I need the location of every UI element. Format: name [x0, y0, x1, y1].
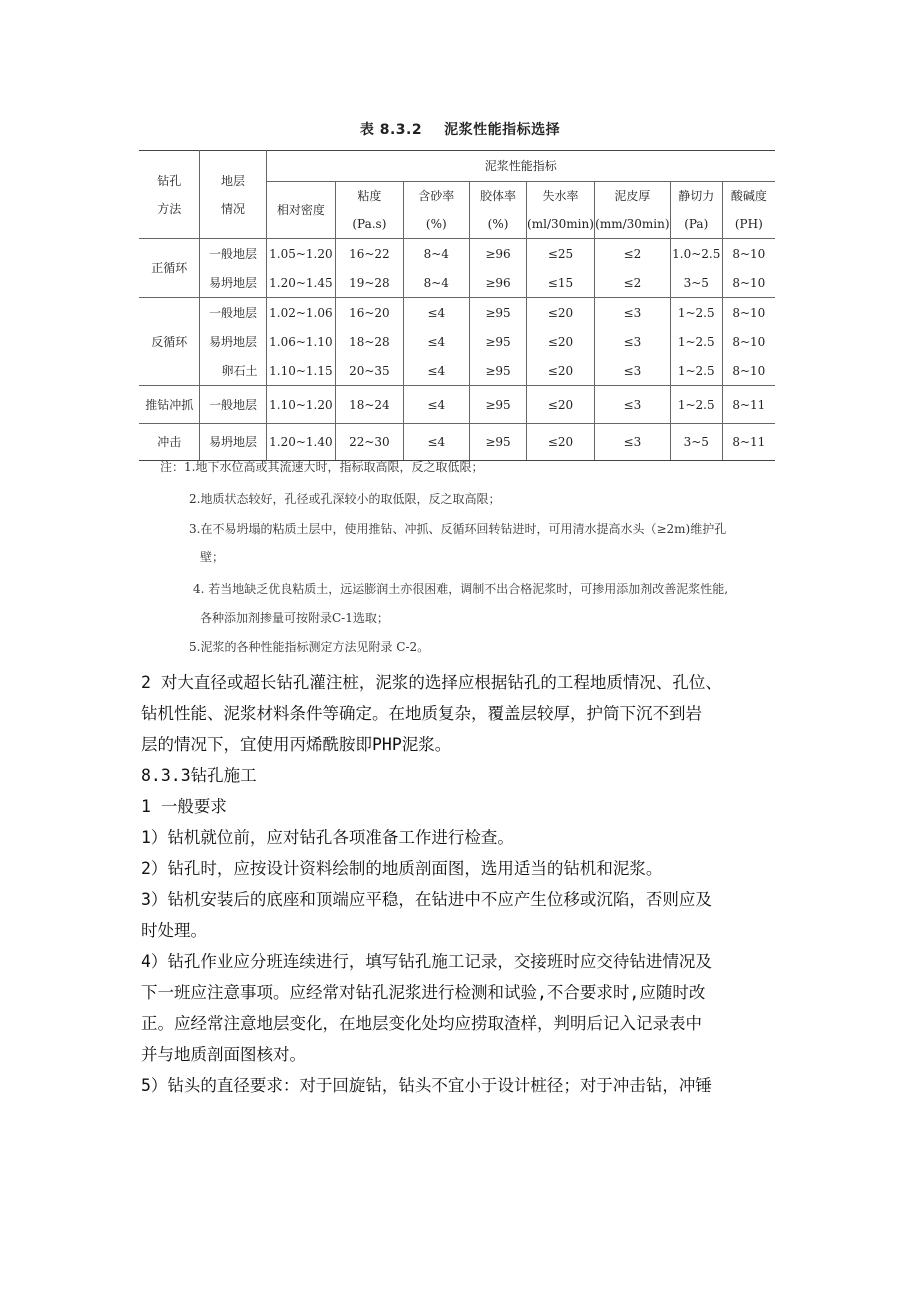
- paragraph-line: 并与地质剖面图核对。: [141, 1045, 306, 1064]
- group-impact: 冲击: [139, 424, 200, 461]
- unit-sand: (%): [403, 210, 469, 239]
- paragraph-line: 2 对大直径或超长钻孔灌注桩，泥浆的选择应根据钻孔的工程地质情况、孔位、: [141, 673, 722, 692]
- subsection-heading: 1 一般要求: [141, 797, 227, 816]
- group-reverse: 反循环: [139, 298, 200, 386]
- unit-water-loss: (ml/30min): [527, 210, 595, 239]
- table-row: 反循环 一般地层 1.02~1.06 16~20 ≤4 ≥95 ≤20 ≤3 1~2.5 8~10: [139, 298, 775, 328]
- unit-viscosity: (Pa.s): [336, 210, 403, 239]
- header-ph: 酸碱度: [730, 189, 767, 203]
- header-water-loss: 失水率: [527, 182, 595, 211]
- header-density: 相对密度: [266, 182, 336, 239]
- header-group: 泥浆性能指标: [266, 151, 775, 182]
- group-forward: 正循环: [139, 239, 200, 298]
- note-1: 注：1.地下水位高或其流速大时，指标取高限，反之取低限；: [160, 460, 484, 474]
- table-row: 易坍地层 1.06~1.10 18~28 ≤4 ≥95 ≤20 ≤3 1~2.5 8~10: [139, 327, 775, 356]
- paragraph-line: 1）钻机就位前，应对钻孔各项准备工作进行检查。: [141, 828, 514, 847]
- table-row: 正循环 一般地层 1.05~1.20 16~22 8~4 ≥96 ≤25 ≤2 1.0~2.5 8~10: [139, 239, 775, 269]
- section-heading: 8.3.3钻孔施工: [141, 766, 257, 785]
- table-row: 卵石土 1.10~1.15 20~35 ≤4 ≥95 ≤20 ≤3 1~2.5 8~10: [139, 356, 775, 386]
- header-cake: 泥皮厚: [594, 182, 670, 211]
- note-4-cont: 各种添加剂掺量可按附录C-1选取；: [200, 611, 389, 625]
- header-viscosity: 粘度: [336, 182, 403, 211]
- table-row: 易坍地层 1.20~1.45 19~28 8~4 ≥96 ≤15 ≤2 3~5 8~10: [139, 268, 775, 298]
- paragraph-line: 下一班应注意事项。应经常对钻孔泥浆进行检测和试验,不合要求时,应随时改: [141, 983, 706, 1002]
- table-row: 推钻冲抓 一般地层 1.10~1.20 18~24 ≤4 ≥95 ≤20 ≤3 1~2.5 8~11: [139, 386, 775, 424]
- unit-shear: (Pa): [670, 210, 722, 239]
- paragraph-line: 正。应经常注意地层变化，在地层变化处均应捞取渣样，判明后记入记录表中: [141, 1014, 702, 1033]
- note-3-cont: 壁；: [200, 550, 225, 564]
- paragraph-line: 3）钻机安装后的底座和顶端应平稳，在钻进中不应产生位移或沉陷，否则应及: [141, 890, 712, 909]
- unit-cake: (mm/30min): [594, 210, 670, 239]
- mud-properties-table: [139, 150, 775, 461]
- note-4: 4. 若当地缺乏优良粘质土，远运膨润土亦很困难，调制不出合格泥浆时，可掺用添加剂改善泥浆性能,: [193, 582, 729, 596]
- body-text: [141, 667, 791, 1101]
- table-title: [0, 119, 920, 139]
- header-colloid: 胶体率: [470, 182, 527, 211]
- unit-colloid: (%): [470, 210, 527, 239]
- unit-ph: (PH): [722, 210, 775, 239]
- note-3: 3.在不易坍塌的粘质土层中，使用推钻、冲抓、反循环回转钻进时，可用清水提高水头（≥2m)维护孔: [189, 522, 727, 536]
- group-push: 推钻冲抓: [139, 386, 200, 424]
- paragraph-line: 5）钻头的直径要求：对于回旋钻，钻头不宜小于设计桩径；对于冲击钻，冲锤: [141, 1076, 712, 1095]
- header-method: 钻孔 方法: [139, 151, 200, 239]
- note-2: 2.地质状态较好，孔径或孔深较小的取低限，反之取高限；: [189, 492, 501, 506]
- header-sand: 含砂率: [403, 182, 469, 211]
- paragraph-line: 4）钻孔作业应分班连续进行，填写钻孔施工记录，交接班时应交待钻进情况及: [141, 952, 712, 971]
- header-stratum: 地层 情况: [200, 151, 266, 239]
- paragraph-line: 层的情况下，宜使用丙烯酰胺即PHP泥浆。: [141, 735, 452, 754]
- table-caption: 泥浆性能指标选择: [444, 122, 561, 138]
- paragraph-line: 时处理。: [141, 921, 207, 940]
- paragraph-line: 钻机性能、泥浆材料条件等确定。在地质复杂，覆盖层较厚，护筒下沉不到岩: [141, 704, 702, 723]
- header-shear: 静切力: [670, 182, 722, 211]
- table-number: 表 8.3.2: [359, 122, 423, 138]
- note-5: 5.泥浆的各种性能指标测定方法见附录 C-2。: [189, 640, 430, 654]
- table-row: 冲击 易坍地层 1.20~1.40 22~30 ≤4 ≥95 ≤20 ≤3 3~5 8~11: [139, 424, 775, 461]
- paragraph-line: 2）钻孔时，应按设计资料绘制的地质剖面图，选用适当的钻机和泥浆。: [141, 859, 663, 878]
